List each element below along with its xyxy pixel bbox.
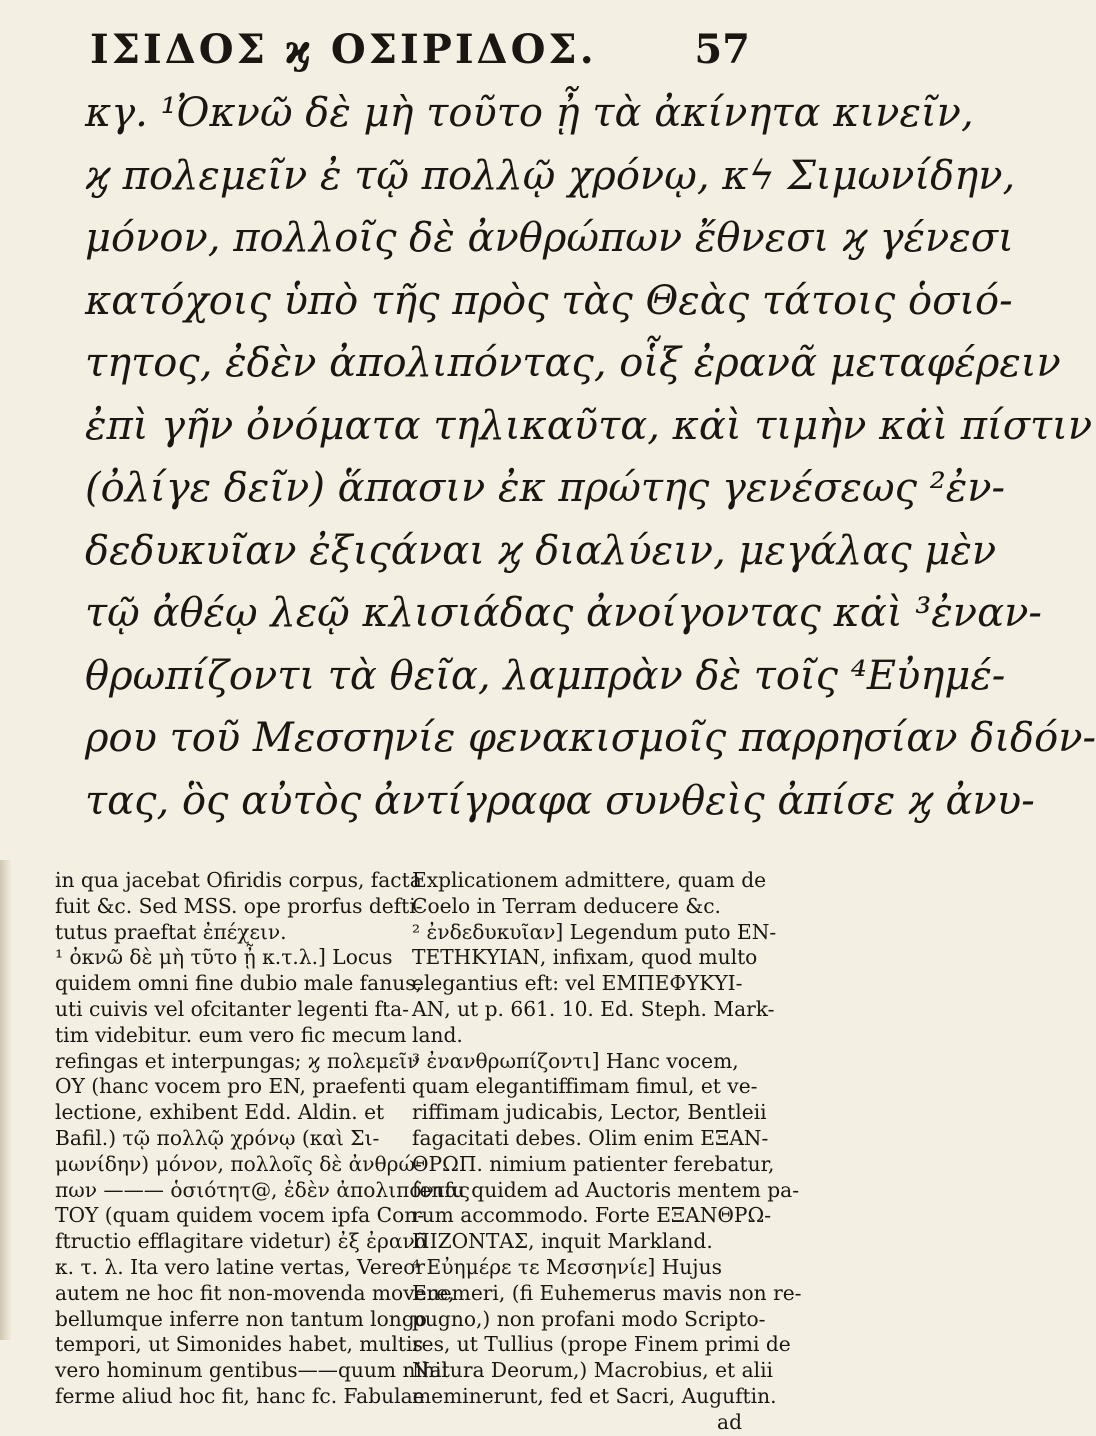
running-title: ΙΣΙΔΟΣ ϗ ΟΣΙΡΙΔΟΣ. bbox=[90, 26, 597, 73]
note-line: ² ἐνδεδυκυῖαν] Legendum puto EN- bbox=[412, 919, 777, 944]
running-head bbox=[90, 22, 750, 82]
text-line: κγ. ¹Ὀκνῶ δὲ μὴ τοῦτο ᾖ τὰ ἀκίνητα κινεῖν, bbox=[85, 90, 974, 136]
note-line: Explicationem admittere, quam de bbox=[412, 868, 767, 892]
note-line: Natura Deorum,) Macrobius, et alii bbox=[412, 1358, 773, 1383]
text-line: δεδυκυῖαν ἐξιςάναι ϗ διαλύειν, μεγάλας μὲν bbox=[85, 527, 997, 574]
note-line: fagacitati debes. Olim enim ΕΞΑΝ- bbox=[412, 1125, 769, 1150]
page-edge-shadow bbox=[0, 860, 12, 1340]
note-line: tempori, ut Simonides habet, multis bbox=[55, 1332, 423, 1357]
text-line: θρωπίζοντι τὰ θεῖα, λαμπρὰν δὲ τοῖς ⁴Εὐημέ- bbox=[85, 652, 1006, 699]
note-line: ftructio efflagitare videtur) ἐξ ἐρανᾶ bbox=[55, 1229, 429, 1254]
note-line: ΑΝ, ut p. 661. 10. Ed. Steph. Mark- bbox=[412, 996, 775, 1021]
text-line: τητος, ἐδὲν ἀπολιπόντας, οἷξ ἐρανᾶ μεταφέρειν bbox=[85, 340, 1061, 386]
note-line: rum accommodo. Forte ΕΞΑΝΘΡΩ- bbox=[412, 1203, 772, 1228]
note-line: refingas et interpungas; ϗ πολεμεῖν bbox=[55, 1048, 420, 1073]
note-line: vero hominum gentibus——quum nihil bbox=[55, 1358, 448, 1383]
note-line: ΤΕΤΗΚΥΙΑΝ, infixam, quod multo bbox=[412, 945, 758, 970]
greek-main-text bbox=[85, 82, 1096, 832]
footnotes-right-column bbox=[412, 868, 802, 1436]
note-line: fenfu quidem ad Auctoris mentem pa- bbox=[412, 1177, 800, 1202]
text-line: κατόχοις ὑπὸ τῆς πρὸς τὰς Θεὰς τάτοις ὁσιό- bbox=[85, 277, 1013, 324]
note-line: in qua jacebat Ofiridis corpus, facta bbox=[55, 868, 422, 892]
note-line: fuit &c. Sed MSS. ope prorfus defti- bbox=[55, 893, 423, 918]
text-line: ϗ πολεμεῖν ἐ τῷ πολλῷ χρόνῳ, κϟ Σιμωνίδην, bbox=[85, 152, 1016, 199]
note-line: ferme aliud hoc fit, hanc fc. Fabulae bbox=[55, 1383, 425, 1408]
note-line: riffimam judicabis, Lector, Bentleii bbox=[412, 1100, 767, 1125]
note-line: ³ ἐνανθρωπίζοντι] Hanc vocem, bbox=[412, 1048, 739, 1073]
note-line: pugno,) non profani modo Scripto- bbox=[412, 1306, 766, 1331]
note-line: μωνίδην) μόνον, πολλοῖς δὲ ἀνθρώ- bbox=[55, 1151, 422, 1176]
text-line: ἐπὶ γῆν ὀνόματα τηλικαῦτα, κα̇ὶ τιμὴν κα̇ὶ πίστιν bbox=[85, 402, 1093, 449]
note-line: Coelo in Terram deducere &c. bbox=[412, 893, 721, 918]
note-line: bellumque inferre non tantum longo bbox=[55, 1306, 427, 1331]
note-line: quidem omni fine dubio male fanus, bbox=[55, 971, 422, 996]
note-line: Euemeri, (fi Euhemerus mavis non re- bbox=[412, 1280, 802, 1305]
note-line: meminerunt, fed et Sacri, Auguftin. bbox=[412, 1383, 777, 1408]
note-line: ΘΡΩΠ. nimium patienter ferebatur, bbox=[412, 1151, 775, 1176]
note-line: lectione, exhibent Edd. Aldin. et bbox=[55, 1100, 385, 1125]
note-line: tim videbitur. eum vero fic mecum bbox=[55, 1022, 407, 1047]
catchword: ad bbox=[717, 1409, 742, 1434]
note-line: Bafil.) τῷ πολλῷ χρόνῳ (καὶ Σι- bbox=[55, 1125, 380, 1150]
note-line: tutus praeftat ἐπέχειν. bbox=[55, 919, 287, 944]
note-line: autem ne hoc fit non-movenda movere, bbox=[55, 1280, 455, 1305]
text-line: τῷ ἀθέῳ λεῷ κλισιάδας ἀνοίγοντας κα̇ὶ ³ἐναν- bbox=[85, 590, 1042, 636]
note-line: ¹ ὀκνῶ δὲ μὴ τῦτο ᾖ κ.τ.λ.] Locus bbox=[55, 945, 393, 970]
text-line: ρου τοῦ Μεσσηνίε φενακισμοῖς παρρησίαν διδόν- bbox=[85, 715, 1096, 761]
note-line: quam elegantiffimam fimul, et ve- bbox=[412, 1074, 758, 1099]
text-line: (ὀλίγε δεῖν) ἅπασιν ἐκ πρώτης γενέσεως ²ἐν- bbox=[85, 465, 1006, 511]
note-line: πων ——— ὁσιότητ@, ἐδὲν ἀπολιπόντας bbox=[55, 1177, 470, 1202]
note-line: uti cuivis vel ofcitanter legenti fta- bbox=[55, 996, 409, 1021]
note-line: land. bbox=[412, 1022, 463, 1047]
note-line: κ. τ. λ. Ita vero latine vertas, Vereor bbox=[55, 1254, 426, 1279]
note-line: ⁴ Εὐημέρε τε Μεσσηνίε] Hujus bbox=[412, 1254, 722, 1279]
note-line: res, ut Tullius (prope Finem primi de bbox=[412, 1332, 791, 1357]
text-line: μόνον, πολλοῖς δὲ ἀνθρώπων ἔθνεσι ϗ γένεσι bbox=[85, 215, 1014, 261]
note-line: ΟΥ (hanc vocem pro EN, praefenti bbox=[55, 1074, 406, 1099]
note-line: elegantius eft: vel ΕΜΠΕΦΥΚΥΙ- bbox=[412, 971, 743, 996]
page-number: 57 bbox=[694, 26, 750, 73]
note-line: ΠΙΖΟΝΤΑΣ, inquit Markland. bbox=[412, 1229, 713, 1254]
text-line: τας, ὃς αὐτὸς ἀντίγραφα συνθεὶς ἀπίσε ϗ ἀνυ- bbox=[85, 777, 1035, 824]
note-line: ΤΟΥ (quam quidem vocem ipfa Con- bbox=[55, 1203, 425, 1228]
